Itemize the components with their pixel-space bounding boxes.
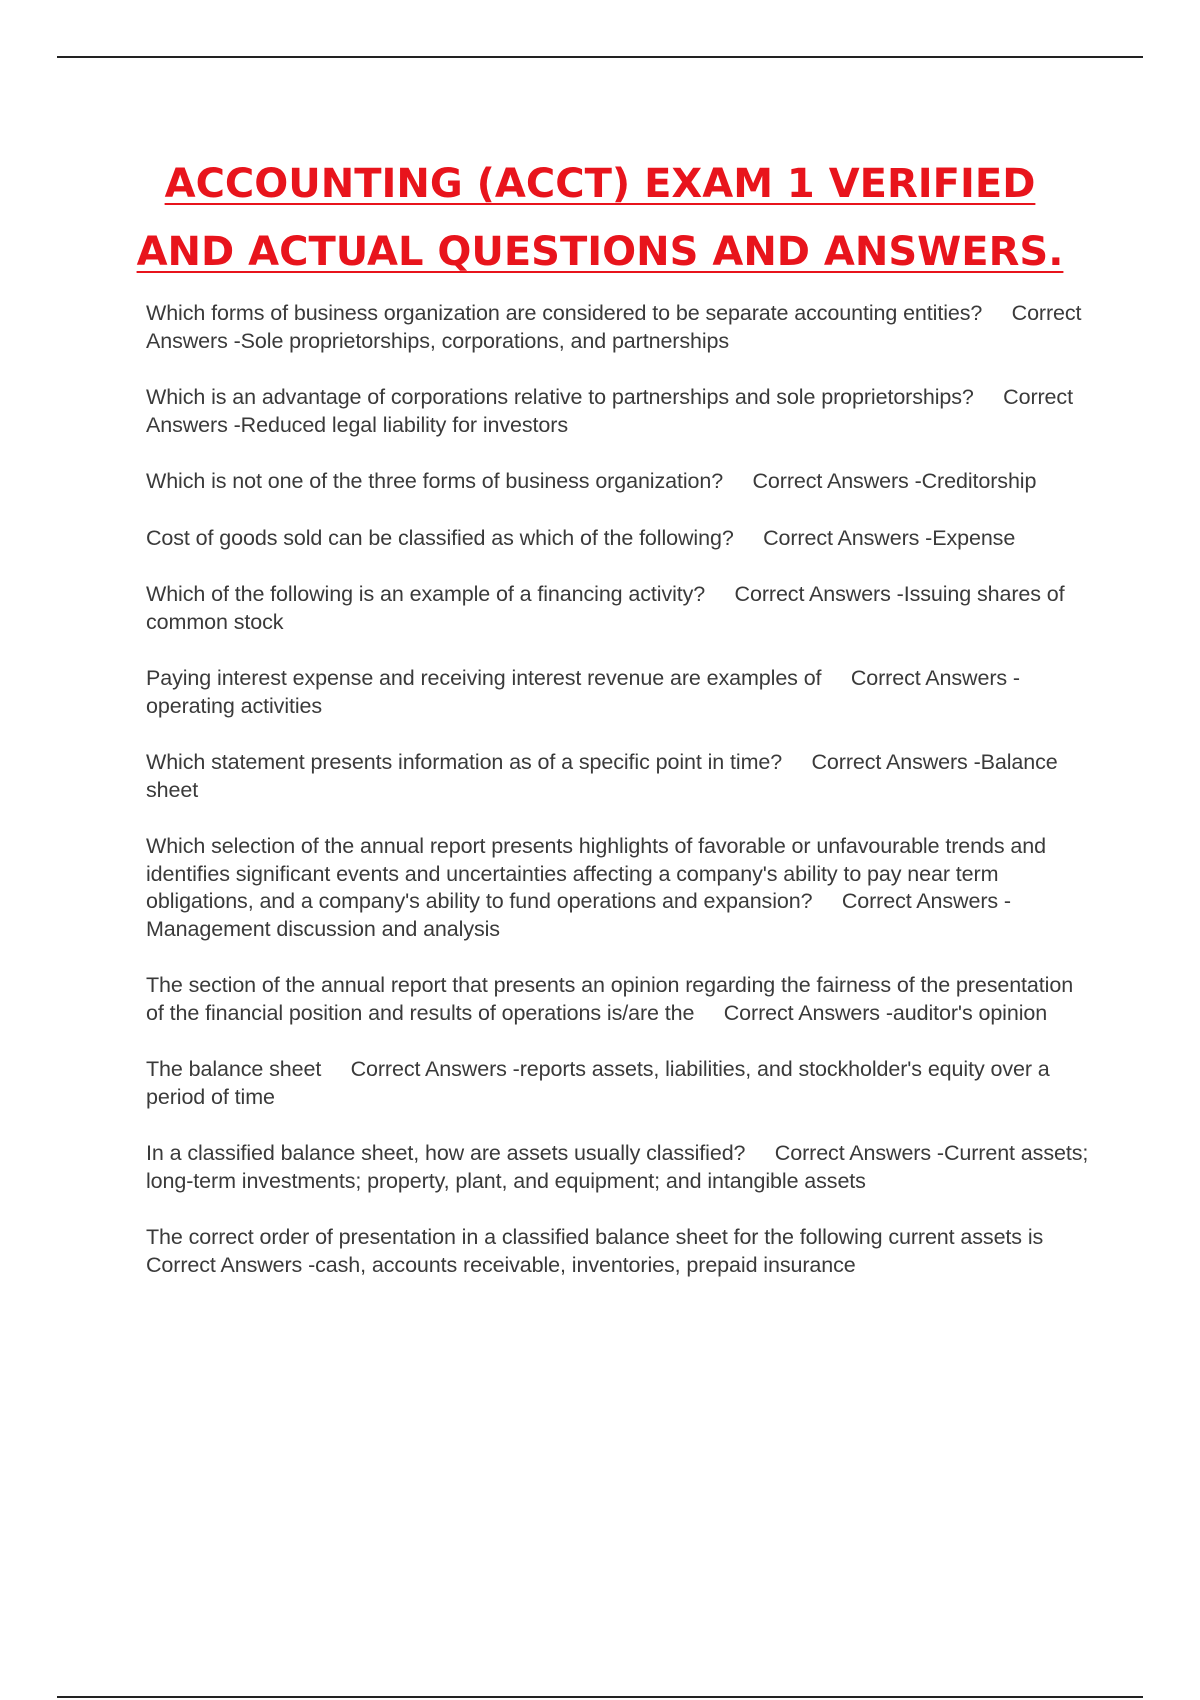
question-text: The section of the annual report that presents an opinion regarding the fairness of the presentation of the financial position and results of operations is/are the xyxy=(146,973,1079,1025)
answer-text: Correct Answers -reports assets, liabilities, and stockholder's equity over a period of time xyxy=(146,1057,1056,1109)
question-text: In a classified balance sheet, how are assets usually classified? xyxy=(146,1141,746,1165)
qa-item xyxy=(146,581,1096,636)
question-text: Cost of goods sold can be classified as which of the following? xyxy=(146,525,734,550)
answer-text: Correct Answers -Reduced legal liability for investors xyxy=(146,385,1078,437)
question-text: Which of the following is an example of a financing activity? xyxy=(146,582,706,606)
answer-text: Correct Answers -Balance sheet xyxy=(146,750,1064,802)
answer-text: Correct Answers -Creditorship xyxy=(752,469,1037,493)
qa-item xyxy=(146,665,1096,720)
qa-item xyxy=(146,833,1096,943)
question-text: Which is not one of the three forms of business organization? xyxy=(146,469,724,493)
answer-text: Correct Answers -Sole proprietorships, corporations, and partnerships xyxy=(146,301,1087,353)
question-text: The balance sheet xyxy=(146,1057,322,1081)
answer-text: Correct Answers -cash, accounts receivable, inventories, prepaid insurance xyxy=(146,1252,856,1277)
qa-item xyxy=(146,468,1096,496)
question-text: Which statement presents information as of a specific point in time? xyxy=(146,750,783,774)
answer-text: Correct Answers -operating activities xyxy=(146,666,1020,718)
top-rule xyxy=(57,56,1143,58)
qa-item xyxy=(146,384,1096,439)
answer-text: Correct Answers -auditor's opinion xyxy=(723,1000,1048,1025)
bottom-rule xyxy=(57,1696,1143,1698)
title-line-2: AND ACTUAL QUESTIONS AND ANSWERS. xyxy=(136,229,1064,275)
answer-text: Correct Answers -Current assets; long-term investments; property, plant, and equipment; and intangible assets xyxy=(146,1141,1095,1193)
question-text: Which selection of the annual report presents highlights of favorable or unfavourable trends and identifies significant events and uncertainties affecting a company's ability to pay near term obligations, and a company's ability to fund operations and expansion? xyxy=(146,834,1052,913)
qa-list xyxy=(146,300,1096,1308)
answer-text: Correct Answers -Management discussion and analysis xyxy=(146,889,1011,941)
answer-text: Correct Answers -Issuing shares of common stock xyxy=(146,582,1071,634)
qa-item xyxy=(146,1140,1096,1195)
qa-item xyxy=(146,1056,1096,1111)
document-title xyxy=(100,150,1100,286)
title-line-1: ACCOUNTING (ACCT) EXAM 1 VERIFIED xyxy=(164,161,1036,207)
qa-item xyxy=(146,300,1096,355)
qa-item xyxy=(146,525,1096,553)
answer-text: Correct Answers -Expense xyxy=(763,525,1016,550)
question-text: Which forms of business organization are considered to be separate accounting entities? xyxy=(146,301,983,325)
qa-item xyxy=(146,1224,1096,1279)
qa-item xyxy=(146,972,1096,1027)
question-text: Which is an advantage of corporations relative to partnerships and sole proprietorships? xyxy=(146,385,974,409)
qa-item xyxy=(146,749,1096,804)
question-text: Paying interest expense and receiving interest revenue are examples of xyxy=(146,666,822,690)
question-text: The correct order of presentation in a classified balance sheet for the following current assets is xyxy=(146,1225,1044,1249)
